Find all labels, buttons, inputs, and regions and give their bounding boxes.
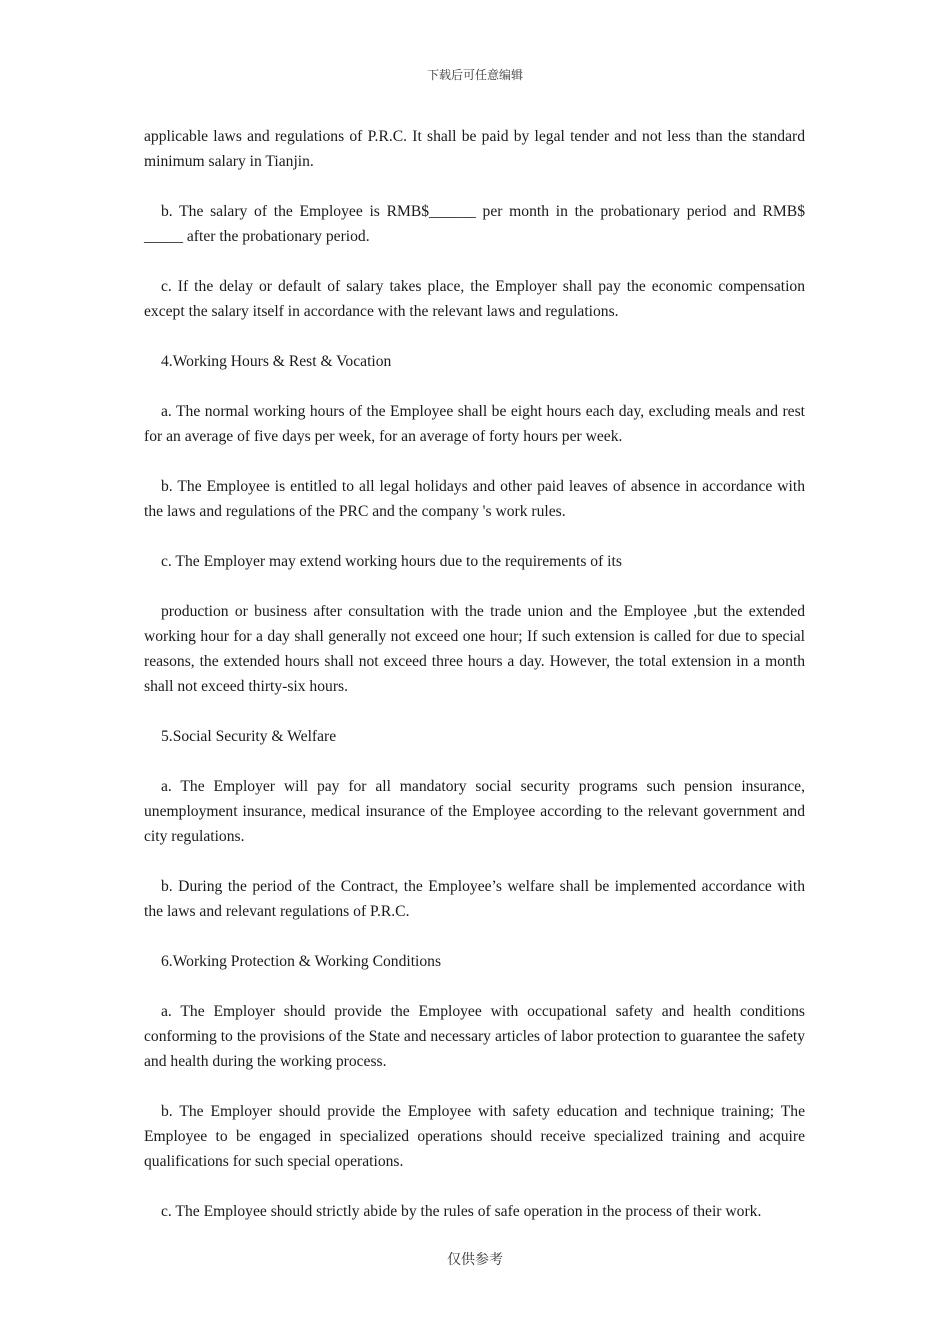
section-heading-working-hours: 4.Working Hours & Rest & Vocation: [161, 353, 392, 370]
section-heading-social-security: 5.Social Security & Welfare: [161, 728, 337, 745]
section-heading-working-protection: 6.Working Protection & Working Conditions: [161, 953, 442, 970]
paragraph-safety-conditions: a. The Employer should provide the Employee with occupational safety and health conditions conforming to the provisions of the State and necessary articles of labor protection to guarantee the safety and health during the working process.: [144, 1003, 805, 1070]
paragraph-welfare: b. During the period of the Contract, the Employee’s welfare shall be implemented accordance with the laws and relevant regulations of P.R.C.: [144, 878, 805, 920]
paragraph-safety-training: b. The Employer should provide the Employee with safety education and technique training; The Employee to be engaged in specialized operations should receive specialized training and acquire qualifications for such special operations.: [144, 1103, 805, 1170]
page-header: 下载后可任意编辑: [426, 68, 523, 82]
paragraph-normal-hours: a. The normal working hours of the Employee shall be eight hours each day, excluding meals and rest for an average of five days per week, for an average of forty hours per week.: [144, 403, 805, 445]
document-body: [144, 124, 805, 1249]
paragraph-salary-continued: applicable laws and regulations of P.R.C. It shall be paid by legal tender and not less than the standard minimum salary in Tianjin.: [144, 128, 805, 170]
paragraph-insurance: a. The Employer will pay for all mandatory social security programs such pension insurance, unemployment insurance, medical insurance of the Employee according to the relevant government and city regulations.: [144, 778, 805, 845]
page-footer: 仅供参考: [447, 1252, 503, 1268]
paragraph-extension-limits: production or business after consultation with the trade union and the Employee ,but the extended working hour for a day shall generally not exceed one hour; If such extension is called for due to special reasons, the extended hours shall not exceed three hours a day. However, the total extension in a month shall not exceed thirty-six hours.: [144, 603, 805, 695]
paragraph-salary-amount: b. The salary of the Employee is RMB$______ per month in the probationary period and RMB$ _____ after the probationary period.: [144, 203, 805, 245]
paragraph-salary-delay: c. If the delay or default of salary takes place, the Employer shall pay the economic compensation except the salary itself in accordance with the relevant laws and regulations.: [144, 278, 805, 320]
paragraph-legal-holidays: b. The Employee is entitled to all legal holidays and other paid leaves of absence in accordance with the laws and regulations of the PRC and the company 's work rules.: [144, 478, 805, 520]
paragraph-safe-operation: c. The Employee should strictly abide by the rules of safe operation in the process of their work.: [161, 1203, 762, 1220]
paragraph-extend-hours: c. The Employer may extend working hours due to the requirements of its: [161, 553, 622, 570]
